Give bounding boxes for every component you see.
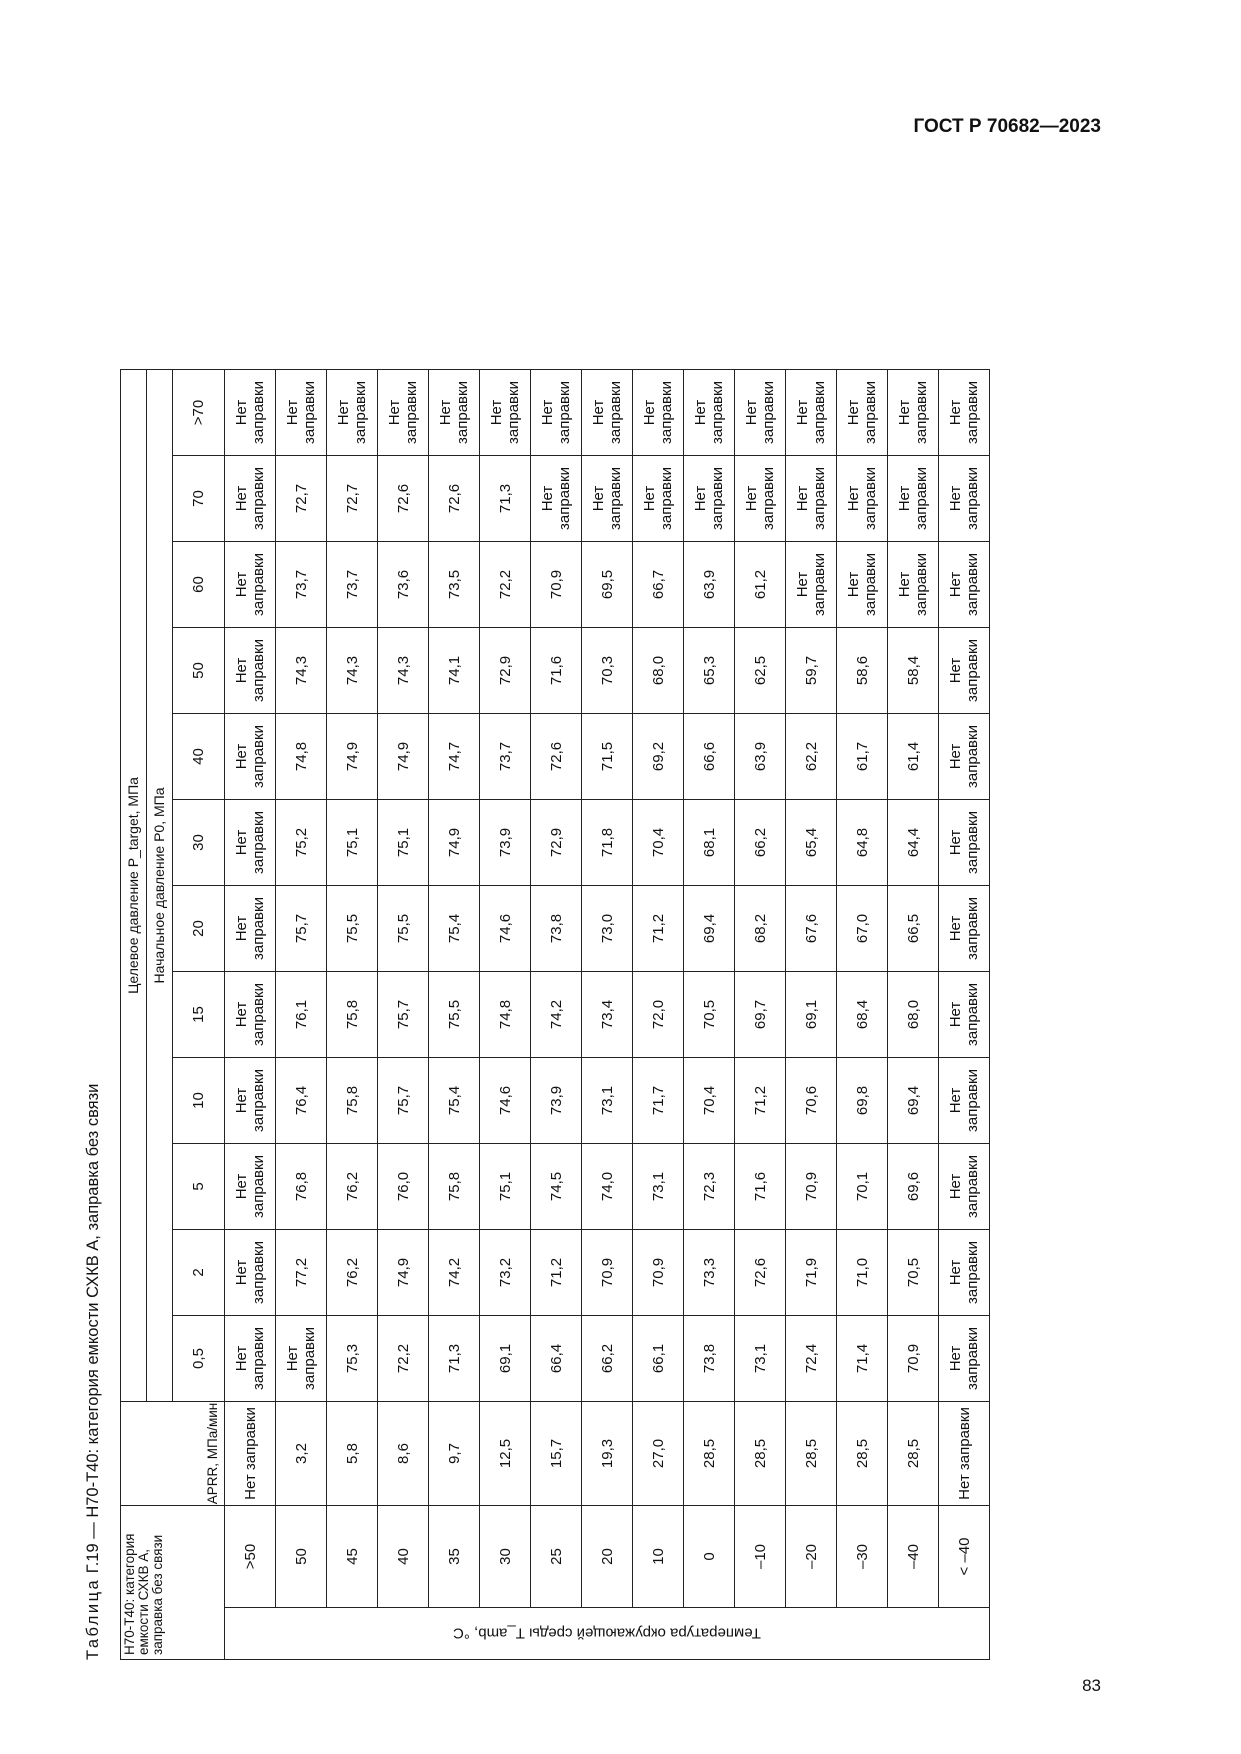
pressure-value-cell: Нет заправки bbox=[939, 370, 990, 456]
pressure-value-cell: 70,1 bbox=[837, 1144, 888, 1230]
p0-column-header: 10 bbox=[173, 1058, 225, 1144]
pressure-value-cell: Нет заправки bbox=[888, 542, 939, 628]
temperature-cell: –40 bbox=[888, 1506, 939, 1608]
caption-text: Г.19 — Н70-Т40: категория емкости СХКВ А, заправка без связи bbox=[84, 1083, 102, 1574]
pressure-value-cell: 76,8 bbox=[276, 1144, 327, 1230]
pressure-value-cell: Нет заправки bbox=[327, 370, 378, 456]
pressure-value-cell: 75,1 bbox=[327, 800, 378, 886]
pressure-value-cell: 66,2 bbox=[735, 800, 786, 886]
pressure-value-cell: Нет заправки bbox=[225, 1316, 276, 1402]
pressure-value-cell: Нет заправки bbox=[939, 1144, 990, 1230]
pressure-value-cell: 72,3 bbox=[684, 1144, 735, 1230]
pressure-value-cell: Нет заправки bbox=[633, 370, 684, 456]
pressure-value-cell: Нет заправки bbox=[837, 542, 888, 628]
pressure-value-cell: 77,2 bbox=[276, 1230, 327, 1316]
pressure-value-cell: 75,1 bbox=[378, 800, 429, 886]
pressure-value-cell: Нет заправки bbox=[225, 714, 276, 800]
temperature-cell: 25 bbox=[531, 1506, 582, 1608]
pressure-value-cell: 76,2 bbox=[327, 1230, 378, 1316]
temperature-cell: 0 bbox=[684, 1506, 735, 1608]
aprr-cell: 5,8 bbox=[327, 1402, 378, 1506]
pressure-value-cell: 67,6 bbox=[786, 886, 837, 972]
pressure-value-cell: 69,4 bbox=[888, 1058, 939, 1144]
pressure-value-cell: 75,5 bbox=[378, 886, 429, 972]
pressure-value-cell: Нет заправки bbox=[939, 1058, 990, 1144]
p0-column-header: 15 bbox=[173, 972, 225, 1058]
pressure-value-cell: Нет заправки bbox=[939, 542, 990, 628]
pressure-value-cell: 69,8 bbox=[837, 1058, 888, 1144]
pressure-value-cell: Нет заправки bbox=[480, 370, 531, 456]
pressure-value-cell: 72,7 bbox=[327, 456, 378, 542]
pressure-value-cell: 70,4 bbox=[684, 1058, 735, 1144]
refueling-table bbox=[120, 369, 990, 1660]
pressure-value-cell: Нет заправки bbox=[225, 1144, 276, 1230]
pressure-value-cell: 71,3 bbox=[429, 1316, 480, 1402]
pressure-value-cell: 72,7 bbox=[276, 456, 327, 542]
pressure-value-cell: Нет заправки bbox=[582, 370, 633, 456]
temperature-cell: 35 bbox=[429, 1506, 480, 1608]
pressure-value-cell: 66,6 bbox=[684, 714, 735, 800]
pressure-value-cell: 75,4 bbox=[429, 886, 480, 972]
temperature-axis-cell bbox=[225, 1608, 990, 1660]
pressure-value-cell: Нет заправки bbox=[225, 370, 276, 456]
p0-column-header: >70 bbox=[173, 370, 225, 456]
pressure-value-cell: 64,4 bbox=[888, 800, 939, 886]
pressure-value-cell: 65,3 bbox=[684, 628, 735, 714]
aprr-cell: 19,3 bbox=[582, 1402, 633, 1506]
table-row bbox=[888, 370, 939, 1660]
pressure-value-cell: 70,5 bbox=[888, 1230, 939, 1316]
pressure-value-cell: 70,9 bbox=[582, 1230, 633, 1316]
pressure-value-cell: 68,0 bbox=[633, 628, 684, 714]
temperature-cell: 40 bbox=[378, 1506, 429, 1608]
pressure-value-cell: 74,3 bbox=[327, 628, 378, 714]
pressure-value-cell: 75,7 bbox=[378, 1058, 429, 1144]
pressure-value-cell: Нет заправки bbox=[939, 972, 990, 1058]
aprr-cell: 28,5 bbox=[888, 1402, 939, 1506]
pressure-value-cell: 61,2 bbox=[735, 542, 786, 628]
aprr-cell: Нет заправки bbox=[225, 1402, 276, 1506]
pressure-value-cell: Нет заправки bbox=[939, 1316, 990, 1402]
pressure-value-cell: 70,9 bbox=[531, 542, 582, 628]
table-row bbox=[684, 370, 735, 1660]
pressure-value-cell: 74,9 bbox=[327, 714, 378, 800]
pressure-value-cell: 68,0 bbox=[888, 972, 939, 1058]
aprr-header bbox=[121, 1402, 225, 1506]
pressure-value-cell: 69,4 bbox=[684, 886, 735, 972]
aprr-cell: 28,5 bbox=[786, 1402, 837, 1506]
pressure-value-cell: 73,9 bbox=[531, 1058, 582, 1144]
table-row bbox=[735, 370, 786, 1660]
p0-column-header: 20 bbox=[173, 886, 225, 972]
table-caption bbox=[84, 260, 103, 1660]
pressure-value-cell: 58,6 bbox=[837, 628, 888, 714]
pressure-value-cell: Нет заправки bbox=[837, 456, 888, 542]
pressure-value-cell: 68,4 bbox=[837, 972, 888, 1058]
temperature-cell: 30 bbox=[480, 1506, 531, 1608]
document-code: ГОСТ Р 70682—2023 bbox=[913, 116, 1101, 137]
pressure-value-cell: 72,6 bbox=[531, 714, 582, 800]
pressure-value-cell: 74,3 bbox=[276, 628, 327, 714]
pressure-value-cell: 58,4 bbox=[888, 628, 939, 714]
pressure-value-cell: Нет заправки bbox=[939, 800, 990, 886]
pressure-value-cell: 68,2 bbox=[735, 886, 786, 972]
table-row bbox=[276, 370, 327, 1660]
pressure-value-cell: 73,7 bbox=[327, 542, 378, 628]
aprr-label: APRR, МПа/мин bbox=[205, 1402, 220, 1505]
pressure-value-cell: 74,8 bbox=[480, 972, 531, 1058]
initial-pressure-header bbox=[147, 370, 173, 1402]
pressure-value-cell: 73,2 bbox=[480, 1230, 531, 1316]
pressure-value-cell: Нет заправки bbox=[939, 628, 990, 714]
pressure-value-cell: 74,9 bbox=[378, 714, 429, 800]
pressure-value-cell: 74,9 bbox=[378, 1230, 429, 1316]
pressure-value-cell: Нет заправки bbox=[684, 370, 735, 456]
p0-column-header: 2 bbox=[173, 1230, 225, 1316]
table-row bbox=[327, 370, 378, 1660]
pressure-value-cell: Нет заправки bbox=[786, 456, 837, 542]
page-number: 83 bbox=[1082, 1676, 1101, 1695]
temperature-cell: < –40 bbox=[939, 1506, 990, 1608]
temperature-cell: 10 bbox=[633, 1506, 684, 1608]
pressure-value-cell: 71,0 bbox=[837, 1230, 888, 1316]
pressure-value-cell: 70,3 bbox=[582, 628, 633, 714]
pressure-value-cell: 74,3 bbox=[378, 628, 429, 714]
pressure-value-cell: 76,4 bbox=[276, 1058, 327, 1144]
pressure-value-cell: 73,4 bbox=[582, 972, 633, 1058]
pressure-value-cell: Нет заправки bbox=[225, 1058, 276, 1144]
p0-column-header: 0,5 bbox=[173, 1316, 225, 1402]
pressure-value-cell: 74,5 bbox=[531, 1144, 582, 1230]
aprr-cell: 27,0 bbox=[633, 1402, 684, 1506]
initial-pressure-label: Начальное давление P0, МПа bbox=[151, 787, 167, 984]
pressure-value-cell: 71,8 bbox=[582, 800, 633, 886]
pressure-value-cell: 75,7 bbox=[378, 972, 429, 1058]
pressure-value-cell: 73,1 bbox=[633, 1144, 684, 1230]
aprr-cell: 8,6 bbox=[378, 1402, 429, 1506]
pressure-value-cell: 72,4 bbox=[786, 1316, 837, 1402]
table-row bbox=[939, 370, 990, 1660]
temperature-cell: 20 bbox=[582, 1506, 633, 1608]
table-row bbox=[633, 370, 684, 1660]
pressure-value-cell: 70,9 bbox=[633, 1230, 684, 1316]
table-row bbox=[786, 370, 837, 1660]
pressure-value-cell: 75,8 bbox=[429, 1144, 480, 1230]
pressure-value-cell: 74,2 bbox=[429, 1230, 480, 1316]
pressure-value-cell: 59,7 bbox=[786, 628, 837, 714]
pressure-value-cell: 75,5 bbox=[429, 972, 480, 1058]
pressure-value-cell: 71,2 bbox=[735, 1058, 786, 1144]
p0-column-header: 40 bbox=[173, 714, 225, 800]
pressure-value-cell: 76,2 bbox=[327, 1144, 378, 1230]
pressure-value-cell: 70,9 bbox=[888, 1316, 939, 1402]
pressure-value-cell: 74,6 bbox=[480, 1058, 531, 1144]
pressure-value-cell: 74,9 bbox=[429, 800, 480, 886]
temperature-cell: –10 bbox=[735, 1506, 786, 1608]
target-pressure-label: Целевое давление P_target, МПа bbox=[125, 777, 141, 994]
table-row bbox=[531, 370, 582, 1660]
pressure-value-cell: 72,9 bbox=[480, 628, 531, 714]
pressure-value-cell: Нет заправки bbox=[378, 370, 429, 456]
pressure-value-cell: 70,5 bbox=[684, 972, 735, 1058]
pressure-value-cell: Нет заправки bbox=[786, 370, 837, 456]
pressure-value-cell: 69,6 bbox=[888, 1144, 939, 1230]
pressure-value-cell: Нет заправки bbox=[939, 456, 990, 542]
table-row bbox=[429, 370, 480, 1660]
aprr-cell: 12,5 bbox=[480, 1402, 531, 1506]
pressure-value-cell: 62,2 bbox=[786, 714, 837, 800]
rotated-table-page bbox=[80, 260, 1080, 1660]
aprr-cell: 15,7 bbox=[531, 1402, 582, 1506]
pressure-value-cell: 72,6 bbox=[378, 456, 429, 542]
pressure-value-cell: Нет заправки bbox=[888, 456, 939, 542]
pressure-value-cell: 75,8 bbox=[327, 972, 378, 1058]
pressure-value-cell: Нет заправки bbox=[531, 456, 582, 542]
pressure-value-cell: 73,7 bbox=[480, 714, 531, 800]
aprr-cell: 3,2 bbox=[276, 1402, 327, 1506]
pressure-value-cell: 71,6 bbox=[735, 1144, 786, 1230]
pressure-value-cell: 74,6 bbox=[480, 886, 531, 972]
pressure-value-cell: 70,9 bbox=[786, 1144, 837, 1230]
p0-column-header: 70 bbox=[173, 456, 225, 542]
pressure-value-cell: 75,5 bbox=[327, 886, 378, 972]
pressure-value-cell: Нет заправки bbox=[939, 714, 990, 800]
table-row bbox=[837, 370, 888, 1660]
pressure-value-cell: 66,1 bbox=[633, 1316, 684, 1402]
corner-header: Н70-Т40: категория емкости СХКВ А, заправка без связи bbox=[121, 1506, 225, 1660]
pressure-value-cell: 69,2 bbox=[633, 714, 684, 800]
pressure-value-cell: Нет заправки bbox=[735, 370, 786, 456]
pressure-value-cell: 73,0 bbox=[582, 886, 633, 972]
target-pressure-header bbox=[121, 370, 147, 1402]
pressure-value-cell: 66,7 bbox=[633, 542, 684, 628]
pressure-value-cell: Нет заправки bbox=[429, 370, 480, 456]
pressure-value-cell: 66,5 bbox=[888, 886, 939, 972]
pressure-value-cell: 69,7 bbox=[735, 972, 786, 1058]
pressure-value-cell: 70,4 bbox=[633, 800, 684, 886]
pressure-value-cell: 67,0 bbox=[837, 886, 888, 972]
pressure-value-cell: Нет заправки bbox=[633, 456, 684, 542]
pressure-value-cell: 71,5 bbox=[582, 714, 633, 800]
pressure-value-cell: 71,9 bbox=[786, 1230, 837, 1316]
pressure-value-cell: 73,9 bbox=[480, 800, 531, 886]
pressure-value-cell: Нет заправки bbox=[888, 370, 939, 456]
pressure-value-cell: 73,5 bbox=[429, 542, 480, 628]
pressure-value-cell: 69,5 bbox=[582, 542, 633, 628]
pressure-value-cell: 63,9 bbox=[684, 542, 735, 628]
pressure-value-cell: 69,1 bbox=[480, 1316, 531, 1402]
pressure-value-cell: 72,6 bbox=[429, 456, 480, 542]
pressure-value-cell: Нет заправки bbox=[684, 456, 735, 542]
temperature-axis-label: Температура окружающей среды T_amb, °C bbox=[453, 1625, 761, 1642]
pressure-value-cell: 64,8 bbox=[837, 800, 888, 886]
pressure-value-cell: Нет заправки bbox=[225, 886, 276, 972]
pressure-value-cell: 74,8 bbox=[276, 714, 327, 800]
temperature-cell: >50 bbox=[225, 1506, 276, 1608]
temperature-cell: 45 bbox=[327, 1506, 378, 1608]
pressure-value-cell: 71,6 bbox=[531, 628, 582, 714]
pressure-value-cell: 75,3 bbox=[327, 1316, 378, 1402]
pressure-value-cell: 71,3 bbox=[480, 456, 531, 542]
pressure-value-cell: 75,7 bbox=[276, 886, 327, 972]
pressure-value-cell: 73,1 bbox=[735, 1316, 786, 1402]
pressure-value-cell: Нет заправки bbox=[225, 972, 276, 1058]
pressure-value-cell: 73,8 bbox=[531, 886, 582, 972]
pressure-value-cell: 75,2 bbox=[276, 800, 327, 886]
pressure-value-cell: 72,9 bbox=[531, 800, 582, 886]
pressure-value-cell: 70,6 bbox=[786, 1058, 837, 1144]
table-row bbox=[480, 370, 531, 1660]
pressure-value-cell: 74,7 bbox=[429, 714, 480, 800]
pressure-value-cell: 71,2 bbox=[633, 886, 684, 972]
pressure-value-cell: 73,3 bbox=[684, 1230, 735, 1316]
temperature-cell: –20 bbox=[786, 1506, 837, 1608]
pressure-value-cell: 71,7 bbox=[633, 1058, 684, 1144]
aprr-cell: 28,5 bbox=[837, 1402, 888, 1506]
aprr-cell: Нет заправки bbox=[939, 1402, 990, 1506]
pressure-value-cell: 72,6 bbox=[735, 1230, 786, 1316]
pressure-value-cell: 66,4 bbox=[531, 1316, 582, 1402]
pressure-value-cell: Нет заправки bbox=[786, 542, 837, 628]
p0-column-header: 50 bbox=[173, 628, 225, 714]
pressure-value-cell: Нет заправки bbox=[276, 1316, 327, 1402]
aprr-cell: 28,5 bbox=[735, 1402, 786, 1506]
pressure-value-cell: Нет заправки bbox=[939, 886, 990, 972]
table-row bbox=[378, 370, 429, 1660]
pressure-value-cell: 61,7 bbox=[837, 714, 888, 800]
pressure-value-cell: Нет заправки bbox=[939, 1230, 990, 1316]
pressure-value-cell: 71,4 bbox=[837, 1316, 888, 1402]
pressure-value-cell: Нет заправки bbox=[582, 456, 633, 542]
pressure-value-cell: 74,1 bbox=[429, 628, 480, 714]
pressure-value-cell: 75,1 bbox=[480, 1144, 531, 1230]
pressure-value-cell: Нет заправки bbox=[276, 370, 327, 456]
pressure-value-cell: 73,8 bbox=[684, 1316, 735, 1402]
pressure-value-cell: Нет заправки bbox=[837, 370, 888, 456]
pressure-value-cell: Нет заправки bbox=[225, 628, 276, 714]
table-row bbox=[225, 370, 276, 1660]
pressure-value-cell: 71,2 bbox=[531, 1230, 582, 1316]
temperature-cell: –30 bbox=[837, 1506, 888, 1608]
pressure-value-cell: 62,5 bbox=[735, 628, 786, 714]
pressure-value-cell: 72,2 bbox=[378, 1316, 429, 1402]
pressure-value-cell: 65,4 bbox=[786, 800, 837, 886]
pressure-value-cell: 69,1 bbox=[786, 972, 837, 1058]
p0-column-header: 60 bbox=[173, 542, 225, 628]
pressure-value-cell: 74,2 bbox=[531, 972, 582, 1058]
pressure-value-cell: 74,0 bbox=[582, 1144, 633, 1230]
pressure-value-cell: Нет заправки bbox=[225, 456, 276, 542]
pressure-value-cell: 66,2 bbox=[582, 1316, 633, 1402]
pressure-value-cell: 61,4 bbox=[888, 714, 939, 800]
pressure-value-cell: Нет заправки bbox=[225, 542, 276, 628]
pressure-value-cell: Нет заправки bbox=[225, 1230, 276, 1316]
pressure-value-cell: 72,2 bbox=[480, 542, 531, 628]
pressure-value-cell: Нет заправки bbox=[225, 800, 276, 886]
temperature-cell: 50 bbox=[276, 1506, 327, 1608]
pressure-value-cell: 75,8 bbox=[327, 1058, 378, 1144]
pressure-value-cell: 73,7 bbox=[276, 542, 327, 628]
p0-column-header: 30 bbox=[173, 800, 225, 886]
pressure-value-cell: 63,9 bbox=[735, 714, 786, 800]
pressure-value-cell: Нет заправки bbox=[735, 456, 786, 542]
caption-lead: Таблица bbox=[84, 1577, 102, 1660]
p0-column-header: 5 bbox=[173, 1144, 225, 1230]
pressure-value-cell: 68,1 bbox=[684, 800, 735, 886]
aprr-cell: 28,5 bbox=[684, 1402, 735, 1506]
pressure-value-cell: 76,0 bbox=[378, 1144, 429, 1230]
pressure-value-cell: 76,1 bbox=[276, 972, 327, 1058]
pressure-value-cell: 73,6 bbox=[378, 542, 429, 628]
pressure-value-cell: 73,1 bbox=[582, 1058, 633, 1144]
pressure-value-cell: 72,0 bbox=[633, 972, 684, 1058]
pressure-value-cell: 75,4 bbox=[429, 1058, 480, 1144]
aprr-cell: 9,7 bbox=[429, 1402, 480, 1506]
pressure-value-cell: Нет заправки bbox=[531, 370, 582, 456]
table-row bbox=[582, 370, 633, 1660]
